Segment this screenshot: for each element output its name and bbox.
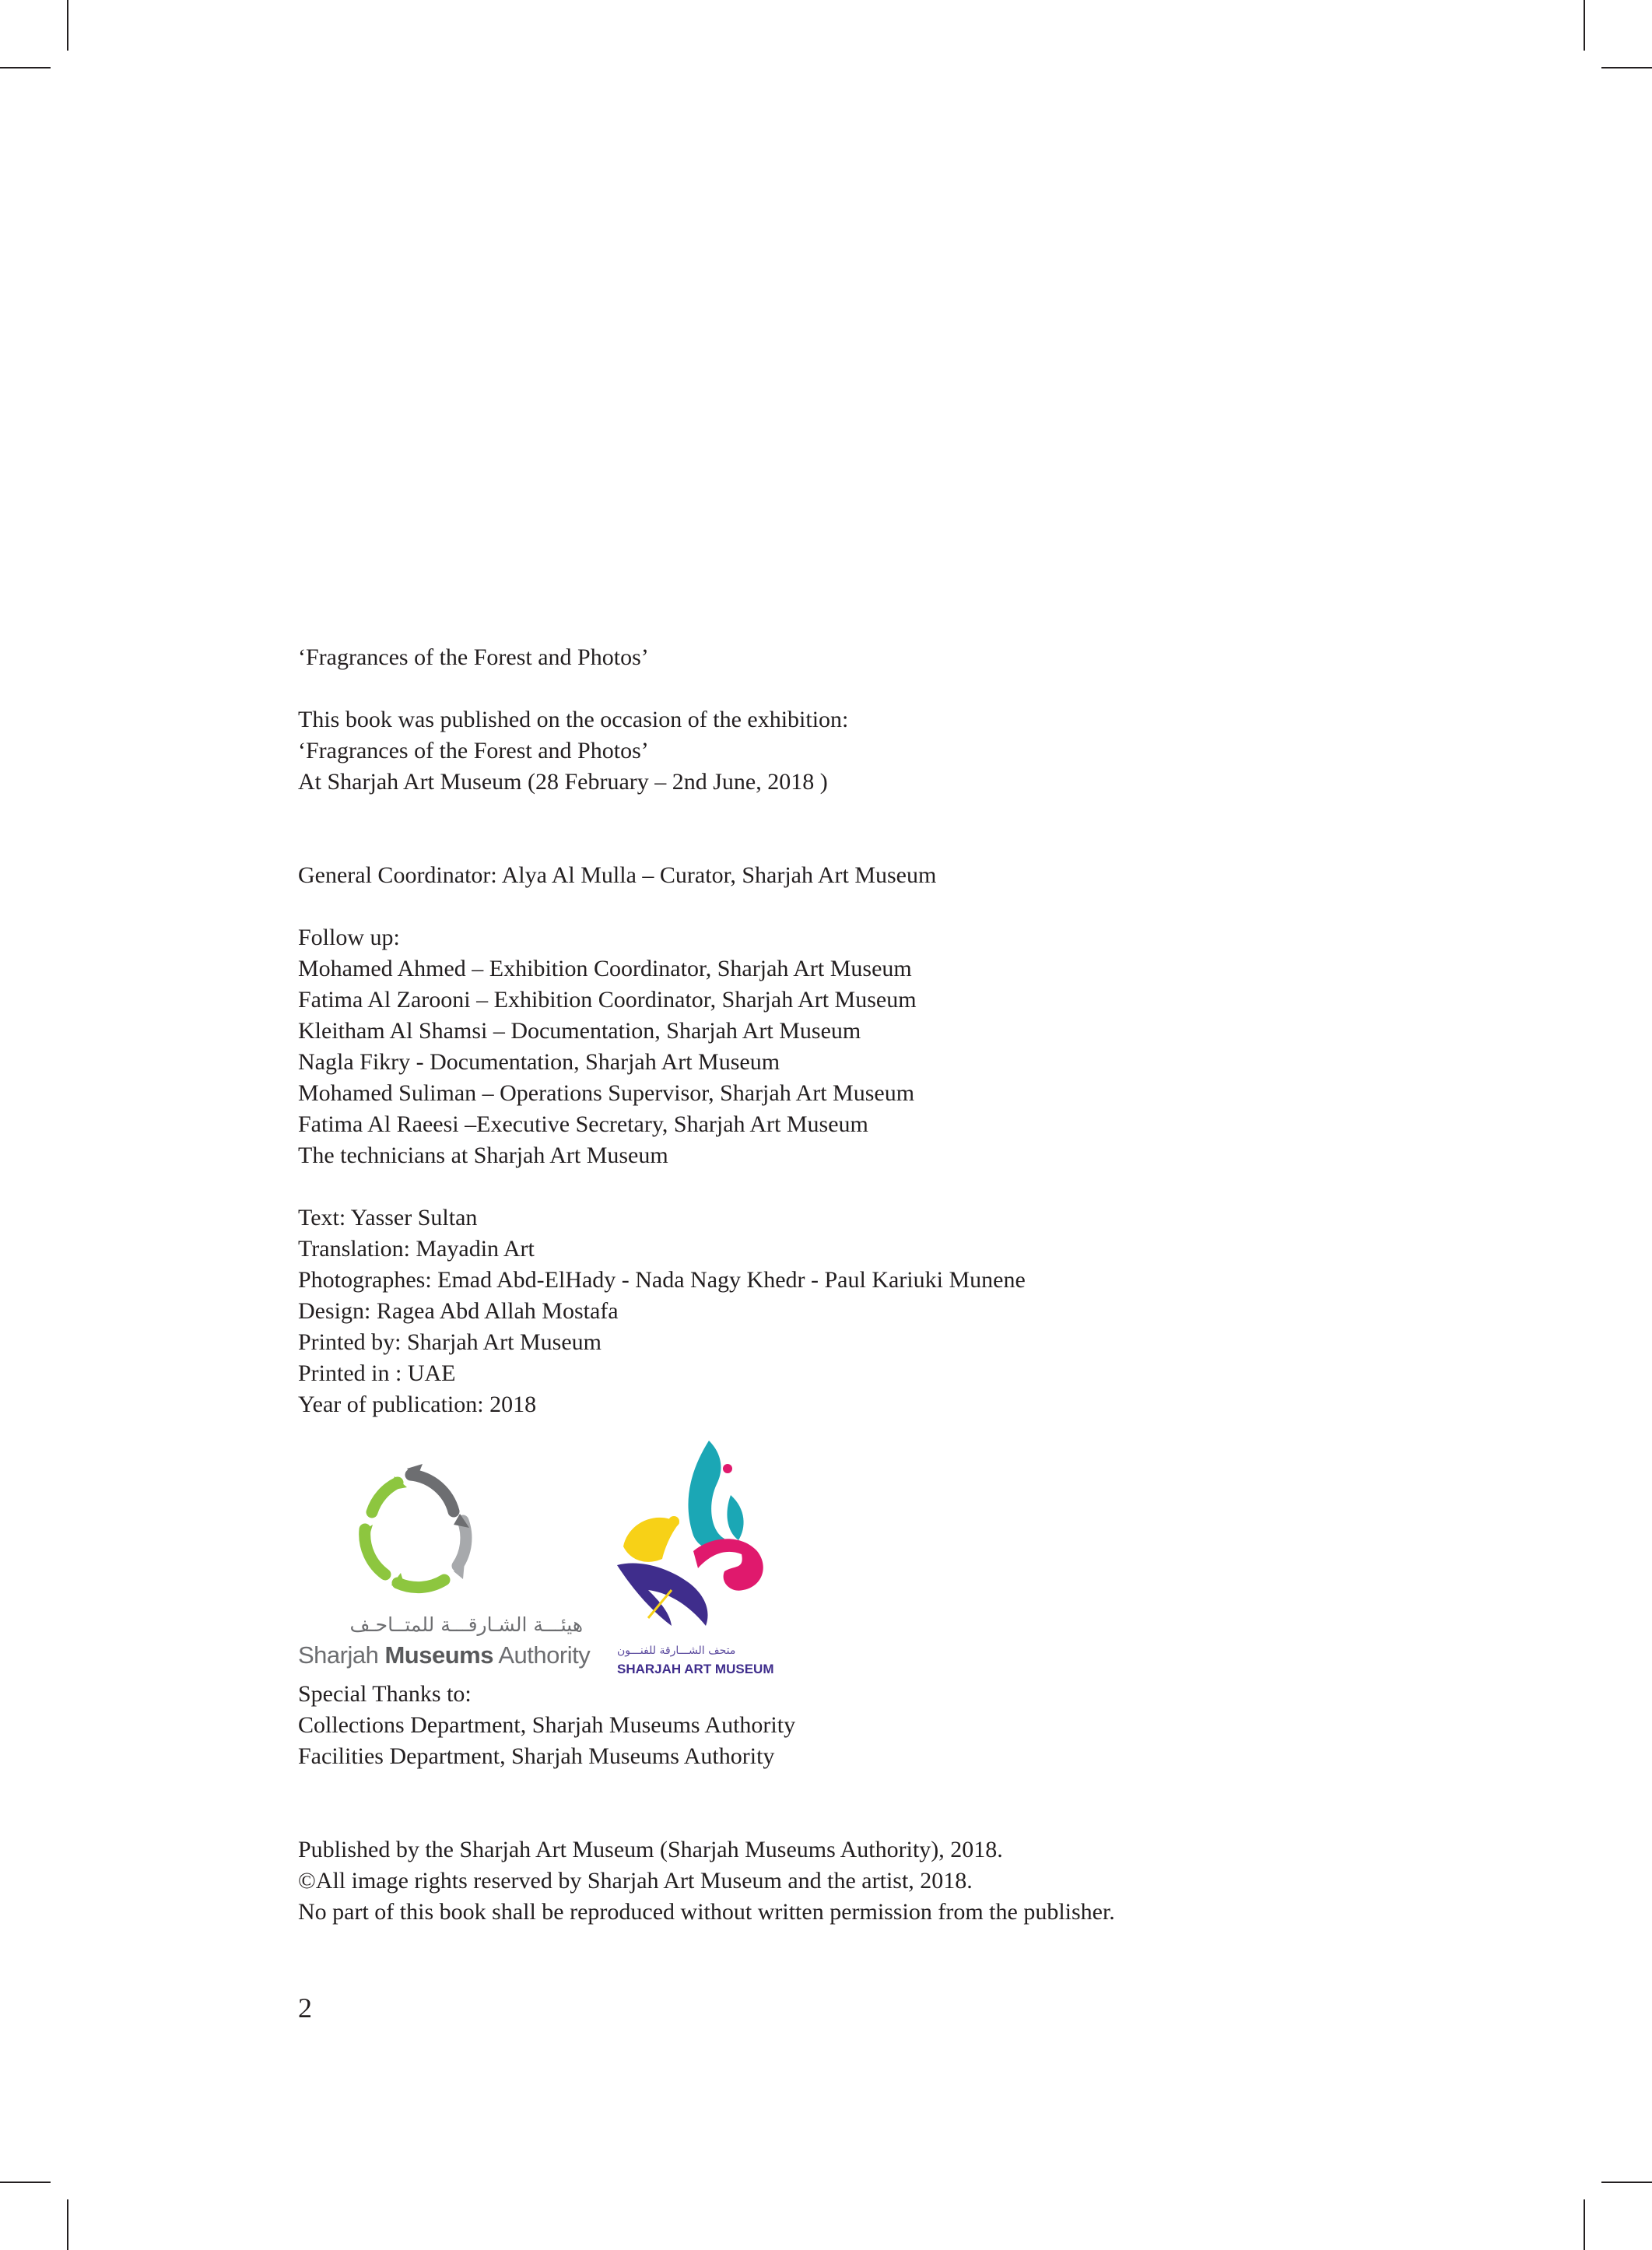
rights-line: ©All image rights reserved by Sharjah Art Museum and the artist, 2018. — [298, 1868, 973, 1894]
publisher-line: Published by the Sharjah Art Museum (Sharjah Museums Authority), 2018. — [298, 1837, 1003, 1862]
crop-mark-top-left-vertical — [67, 0, 68, 51]
occasion-venue-dates: At Sharjah Art Museum (28 February – 2nd June, 2018 ) — [298, 769, 828, 795]
general-coordinator: General Coordinator: Alya Al Mulla – Curator, Sharjah Art Museum — [298, 862, 937, 888]
crop-mark-top-left-horizontal — [0, 67, 51, 68]
colophon — [298, 642, 1621, 1928]
follow-up-heading: Follow up: — [298, 925, 400, 950]
crop-mark-bottom-left-horizontal — [0, 2182, 51, 2183]
special-thanks-item: Facilities Department, Sharjah Museums Authority — [298, 1743, 775, 1769]
sam-calligraphy-icon — [594, 1437, 780, 1640]
follow-up-item: Kleitham Al Shamsi – Documentation, Sharjah Art Museum — [298, 1018, 861, 1044]
crop-mark-top-right-vertical — [1584, 0, 1585, 51]
sharjah-art-museum-logo — [594, 1437, 780, 1679]
occasion-line: This book was published on the occasion of the exhibition: — [298, 707, 849, 732]
logos — [298, 1437, 1621, 1679]
credit-design: Design: Ragea Abd Allah Mostafa — [298, 1298, 619, 1324]
credit-translation: Translation: Mayadin Art — [298, 1236, 535, 1262]
reproduction-notice: No part of this book shall be reproduced without written permission from the publisher. — [298, 1899, 1115, 1925]
crop-mark-bottom-right-vertical — [1584, 2199, 1585, 2250]
follow-up-item: Mohamed Suliman – Operations Supervisor, Sharjah Art Museum — [298, 1080, 915, 1106]
credit-text: Text: Yasser Sultan — [298, 1205, 478, 1230]
sharjah-museums-authority-logo — [298, 1437, 591, 1671]
sam-arabic-name: متحف الشـــارقة للفنـــون — [617, 1645, 736, 1657]
sma-arabic-name: هيئـــة الشـارقـــة للمتــاحـف — [349, 1613, 583, 1636]
follow-up-item: The technicians at Sharjah Art Museum — [298, 1143, 668, 1168]
follow-up-item: Fatima Al Zarooni – Exhibition Coordinator, Sharjah Art Museum — [298, 987, 917, 1013]
crop-mark-bottom-left-vertical — [67, 2199, 68, 2250]
special-thanks-heading: Special Thanks to: — [298, 1681, 472, 1707]
book-title: ‘Fragrances of the Forest and Photos’ — [298, 644, 649, 670]
sma-english-name: Sharjah Museums Authority — [298, 1641, 591, 1669]
follow-up-item: Nagla Fikry - Documentation, Sharjah Art Museum — [298, 1049, 780, 1075]
special-thanks-item: Collections Department, Sharjah Museums Authority — [298, 1712, 796, 1738]
credit-printed-in: Printed in : UAE — [298, 1360, 456, 1386]
sam-english-name: SHARJAH ART MUSEUM — [617, 1662, 774, 1676]
credit-printed-by: Printed by: Sharjah Art Museum — [298, 1329, 602, 1355]
credit-year: Year of publication: 2018 — [298, 1392, 537, 1417]
crop-mark-bottom-right-horizontal — [1601, 2182, 1652, 2183]
crop-mark-top-right-horizontal — [1601, 67, 1652, 68]
sma-emblem-icon — [298, 1437, 586, 1609]
occasion-exhibition: ‘Fragrances of the Forest and Photos’ — [298, 738, 649, 763]
credit-photographs: Photographes: Emad Abd-ElHady - Nada Nagy Khedr - Paul Kariuki Munene — [298, 1267, 1026, 1293]
page-number: 2 — [298, 1992, 312, 2024]
follow-up-item: Fatima Al Raeesi –Executive Secretary, Sharjah Art Museum — [298, 1111, 868, 1137]
follow-up-item: Mohamed Ahmed – Exhibition Coordinator, Sharjah Art Museum — [298, 956, 912, 981]
